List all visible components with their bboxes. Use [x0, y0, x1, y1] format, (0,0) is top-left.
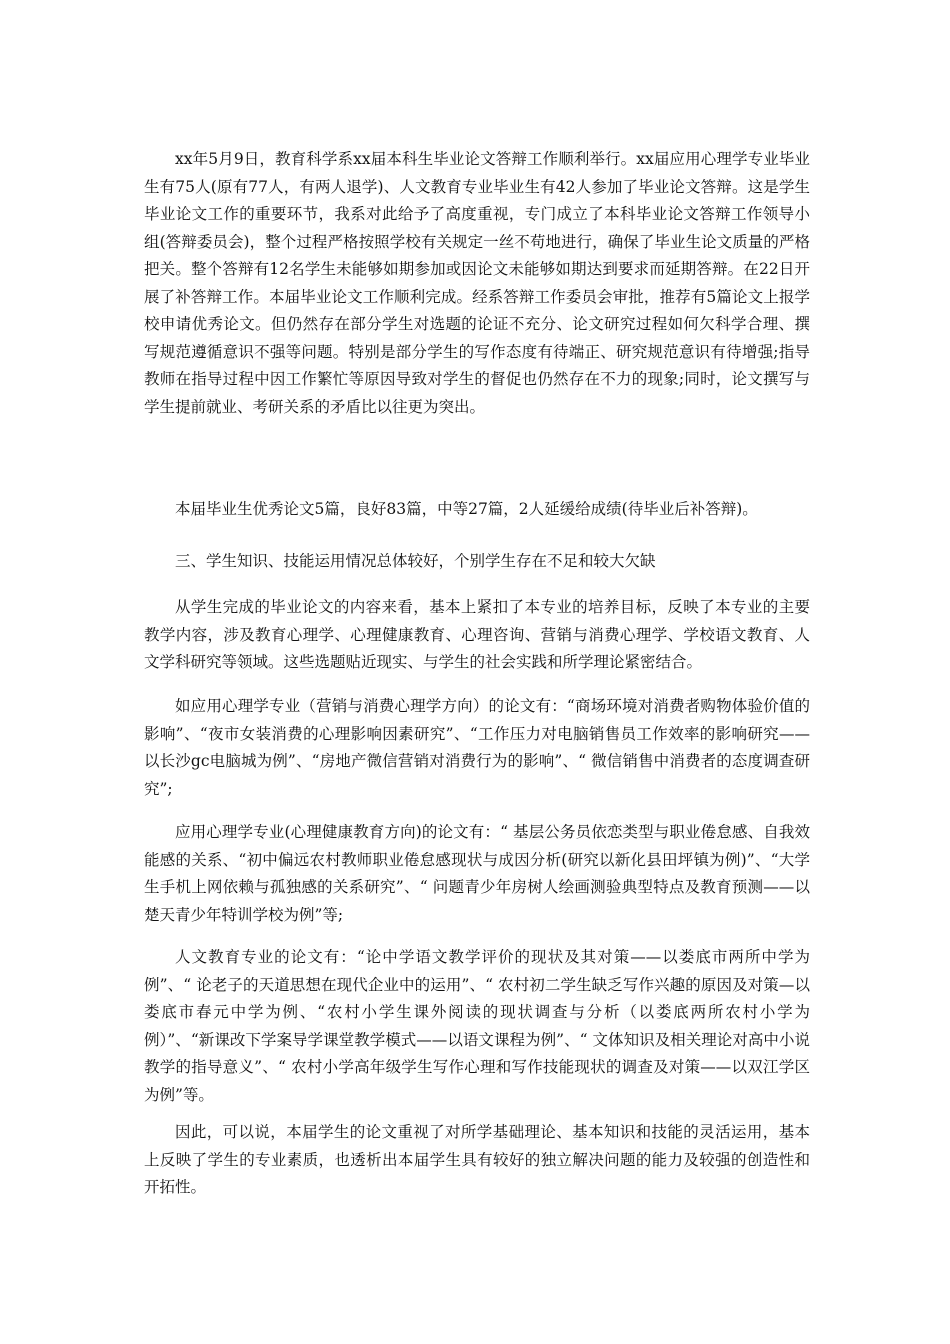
- paragraph-defense-overview: xx年5月9日，教育科学系xx届本科生毕业论文答辩工作顺利举行。xx届应用心理学专业毕业生有75人(原有77人，有两人退学)、人文教育专业毕业生有42人参加了毕业论文答辩。这是学生毕业论文工作的重要环节，我系对此给予了高度重视，专门成立了本科毕业论文答辩工作领导小组(答辩委员会)，整个过程严格按照学校有关规定一丝不苟地进行，确保了毕业生论文质量的严格把关。整个答辩有12名学生未能够如期参加或因论文未能够如期达到要求而延期答辩。在22日开展了补答辩工作。本届毕业论文工作顺利完成。经系答辩工作委员会审批，推荐有5篇论文上报学校申请优秀论文。但仍然存在部分学生对选题的论证不充分、论文研究过程如何欠科学合理、撰写规范遵循意识不强等问题。特别是部分学生的写作态度有待端正、研究规范意识有待增强;指导教师在指导过程中因工作繁忙等原因导致对学生的督促也仍然存在不力的现象;同时，论文撰写与学生提前就业、考研关系的矛盾比以往更为突出。: [144, 150, 810, 416]
- paragraph-thesis-content: 从学生完成的毕业论文的内容来看，基本上紧扣了本专业的培养目标，反映了本专业的主要教学内容，涉及教育心理学、心理健康教育、心理咨询、营销与消费心理学、学校语文教育、人文学科研究等领域。这些选题贴近现实、与学生的社会实践和所学理论紧密结合。: [144, 598, 810, 671]
- paragraph-conclusion: 因此，可以说，本届学生的论文重视了对所学基础理论、基本知识和技能的灵活运用，基本上反映了学生的专业素质，也透析出本届学生具有较好的独立解决问题的能力及较强的创造性和开拓性。: [144, 1123, 810, 1196]
- paragraph-marketing-psychology-topics: 如应用心理学专业（营销与消费心理学方向）的论文有：“商场环境对消费者购物体验价值的影响”、“夜市女装消费的心理影响因素研究”、“工作压力对电脑销售员工作效率的影响研究——以长沙gc电脑城为例”、“房地产微信营销对消费行为的影响”、“ 微信销售中消费者的态度调查研究”;: [144, 697, 810, 798]
- paragraph-grade-summary: 本届毕业生优秀论文5篇，良好83篇，中等27篇，2人延缓给成绩(待毕业后补答辩)。: [175, 500, 758, 518]
- paragraph-mental-health-topics: 应用心理学专业(心理健康教育方向)的论文有：“ 基层公务员依恋类型与职业倦怠感、自我效能感的关系、“初中偏远农村教师职业倦怠感现状与成因分析(研究以新化县田坪镇为例)”、“大学生手机上网依赖与孤独感的关系研究”、“ 问题青少年房树人绘画测验典型特点及教育预测——以楚天青少年特训学校为例”等;: [144, 823, 810, 924]
- paragraph-humanities-education-topics: 人文教育专业的论文有：“论中学语文教学评价的现状及其对策——以娄底市两所中学为例”、“ 论老子的天道思想在现代企业中的运用”、“ 农村初二学生缺乏写作兴趣的原因及对策—以娄底市春元中学为例、“农村小学生课外阅读的现状调查与分析（以娄底两所农村小学为例）”、“新课改下学案导学课堂教学模式——以语文课程为例”、“ 文体知识及相关理论对高中小说教学的指导意义”、“ 农村小学高年级学生写作心理和写作技能现状的调查及对策——以双江学区为例”等。: [144, 948, 810, 1104]
- section-heading-knowledge-skills: 三、学生知识、技能运用情况总体较好，个别学生存在不足和较大欠缺: [175, 552, 656, 570]
